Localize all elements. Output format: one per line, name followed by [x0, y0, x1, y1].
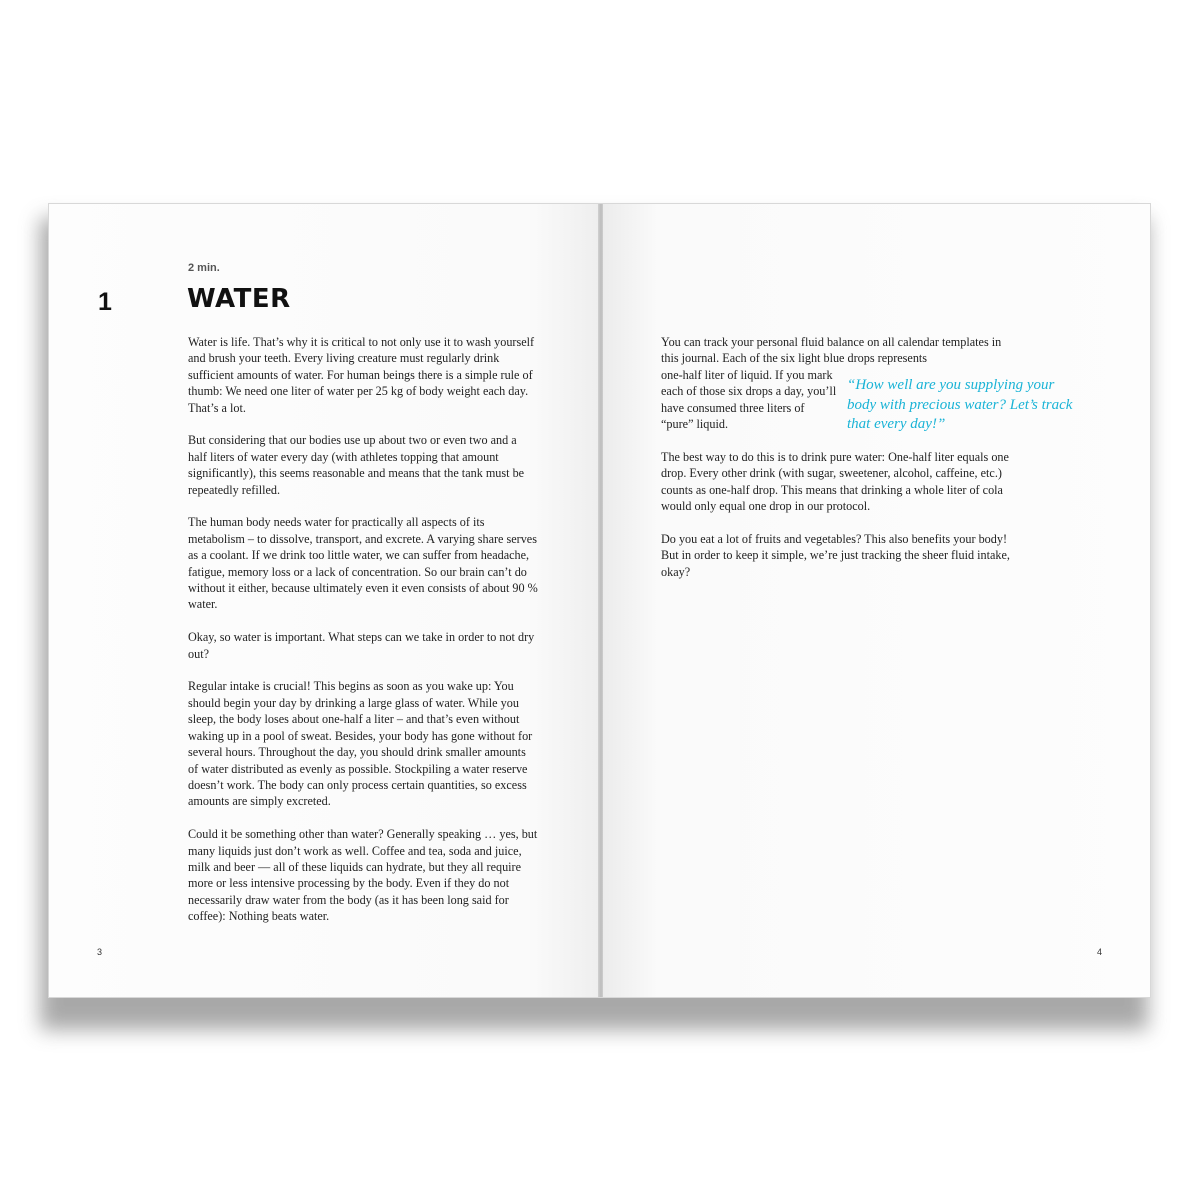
pull-quote: “How well are you supplying your body with precious water? Let’s track that every day!”	[847, 377, 1073, 432]
paragraph: The human body needs water for practically all aspects of its metabolism – to dissolve, transport, and excrete. A varying share serves as a coolant. If we drink too little water, we can suffer from headache, fatigue, memory loss or a lack of concentration. So our brain can’t do without it either, because ultimately even it even consists of about 90 % water.	[188, 515, 538, 612]
paragraph: Regular intake is crucial! This begins as soon as you wake up: You should begin your day by drinking a large glass of water. While you sleep, the body loses about one-half a liter – and that’s even without waking up in a pool of sweat. Besides, your body has gone without for several hours. Throughout the day, you should drink smaller amounts of water distributed as evenly as possible. Stockpiling a water reserve doesn’t work. The body can only process certain quantities, so excess amounts are simply excreted.	[188, 679, 533, 809]
paragraph: Could it be something other than water? Generally speaking … yes, but many liquids just don’t work as well. Coffee and tea, soda and juice, milk and beer — all of these liquids can hydrate, but they all require more or less intensive processing by the body. Even if they do not necessarily draw water from the body (as it has been long said for coffee): Nothing beats water.	[188, 827, 538, 924]
paragraph: Do you eat a lot of fruits and vegetables? This also benefits your body! But in order to keep it simple, we’re just tracking the sheer fluid intake, okay?	[661, 531, 1010, 579]
open-book	[48, 203, 1151, 998]
paragraph: The best way to do this is to drink pure water: One-half liter equals one drop. Every other drink (with sugar, sweetener, alcohol, caffeine, etc.) counts as one-half drop. This means that drinking a whole liter of cola would only equal one drop in our protocol.	[661, 449, 1009, 514]
paragraph: Water is life. That’s why it is critical to not only use it to wash yourself and brush your teeth. Every living creature must regularly drink sufficient amounts of water. For human beings there is a simple rule of thumb: We need one liter of water per 25 kg of body weight each day. That’s a lot.	[188, 335, 535, 415]
chapter-number: 1	[98, 288, 112, 316]
reading-time: 2 min.	[188, 262, 220, 274]
page-number-left: 3	[97, 947, 103, 957]
chapter-title: WATER	[187, 284, 291, 314]
page-number-right: 4	[1096, 947, 1102, 957]
paragraph: Okay, so water is important. What steps can we take in order to not dry out?	[188, 630, 535, 661]
right-page	[603, 204, 1150, 997]
left-body-text	[188, 334, 538, 941]
left-page	[49, 204, 600, 997]
paragraph: You can track your personal fluid balance on all calendar templates in this journal. Each of the six light blue drops represents	[661, 335, 1002, 366]
paragraph: one-half liter of liquid. If you mark each of those six drops a day, you’ll have consumed three liters of “pure” liquid.	[661, 367, 837, 432]
paragraph: But considering that our bodies use up about two or even two and a half liters of water every day (with athletes topping that amount significantly), this seems reasonable and means that the tank must be repeatedly refilled.	[188, 433, 525, 497]
right-body-text	[661, 334, 1015, 596]
